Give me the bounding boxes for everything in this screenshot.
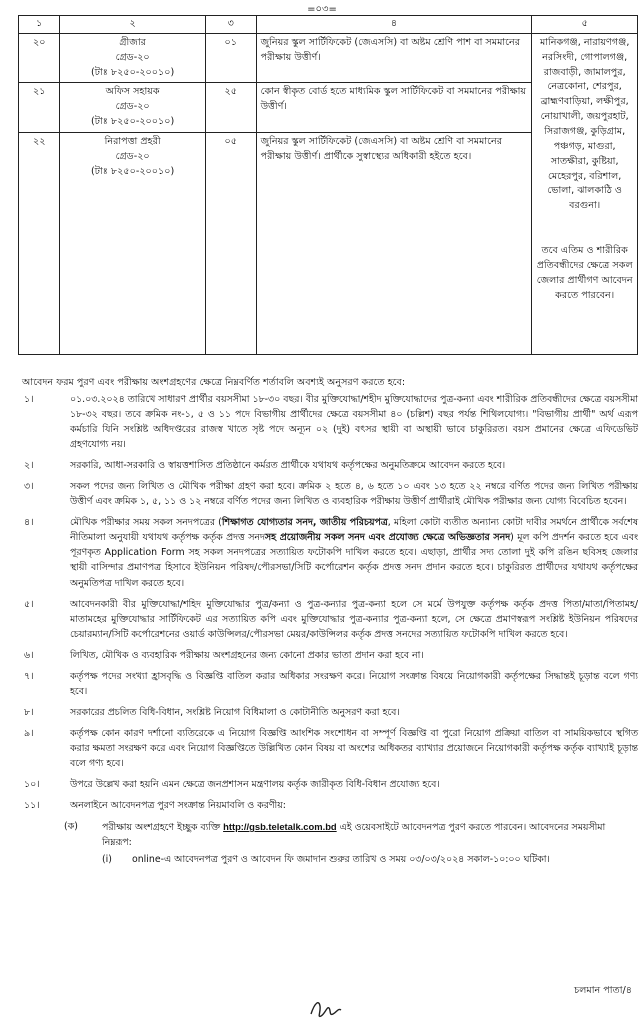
post-name: অফিস সহায়ক	[105, 86, 160, 98]
header-col-1: ১	[19, 16, 60, 34]
term-text: কর্তৃপক্ষ পদের সংখ্যা হ্রাসবৃদ্ধি ও বিজ্ঞপ্তি বাতিল করার অধিকার সংরক্ষণ করে। নিয়োগ সংক্রান্ত বিষয়ে নিয়োগকারী কর্তৃপক্ষের সিদ্ধান্তই চূড়ান্ত বলে গণ্য হবে।	[70, 670, 638, 697]
row-post	[60, 133, 205, 355]
header-col-5: ৫	[532, 16, 638, 34]
page-number: =০৩=	[307, 4, 337, 15]
post-grade: গ্রেড-২০	[115, 101, 150, 113]
term-number: ৯।	[24, 727, 34, 739]
district-list: মানিকগঞ্জ, নারায়ণগঞ্জ, নরসিংদী, গোপালগঞ্জ, রাজবাড়ী, জামালপুর, নেত্রকোনা, শেরপুর, ব্রাহ্মণবাড়িয়া, লক্ষীপুর, নোয়াখালী, জয়পুরহাট, সিরাজগঞ্জ, কুড়িগ্রাম, পঞ্চগড়, মাগুরা, সাতক্ষীরা, কুষ্টিয়া, মেহেরপুর, বরিশাল, ভোলা, ঝালকাঠি ও বরগুনা।	[539, 36, 630, 212]
sub-item-ka	[64, 819, 638, 850]
term-number: ৩।	[24, 481, 34, 493]
term-item	[18, 648, 638, 663]
term-text-part: মৌখিক পরীক্ষার সময় সকল সনদপত্রের (	[70, 517, 222, 529]
term-number: ৭।	[24, 670, 34, 682]
row-count: ০৫	[205, 133, 256, 355]
post-grade: গ্রেড-২০	[115, 51, 150, 63]
post-name: নিরাপত্তা প্রহরী	[104, 136, 161, 148]
term-number: ৬।	[24, 649, 34, 661]
term-text: লিখিত, মৌখিক ও ব্যবহারিক পরীক্ষায় অংশগ্রহনের জন্য কোনো প্রকার ভাতা প্রদান করা হবে না।	[70, 649, 424, 661]
term-text: ০১.০৩.২০২৪ তারিখে সাধারণ প্রার্থীর বয়সসীমা ১৮-৩০ বছর। বীর মুক্তিযোদ্ধা/শহীদ মুক্তিযোদ্ধাদের পুত্র-কন্যা এবং শারীরিক প্রতিবন্ধীদের ক্ষেত্রে বয়সসীমা ১৮-৩২ বছর। তবে ক্রমিক নং-১, ৫ ও ১১ পদে বিভাগীয় প্রার্থীদের ক্ষেত্রে বয়সসীমা ৪০ (চল্লিশ) বছর পর্যন্ত শিথিলযোগ্য। "বিভাগীয় প্রার্থী" অর্থ এরূপ কর্মচারি যিনি সংশ্লিষ্ট অধিদপ্তরের রাজস্ব খাতে সৃষ্ট পদে অন্যূন ০২ (দুই) বৎসর স্থায়ী বা অস্থায়ী ভাবে চাকুরিরত। বয়স প্রমানের ক্ষেত্রে এফিডেভিট গ্রহণযোগ্য নয়।	[70, 394, 638, 451]
row-post	[60, 83, 205, 133]
term-bold-text: শিক্ষাগত যোগ্যতার সনদ, জাতীয় পরিচয়পত্র	[221, 517, 388, 529]
teletalk-link[interactable]: http://gsb.teletalk.com.bd	[223, 821, 337, 833]
term-item	[18, 669, 638, 699]
header-col-4: ৪	[256, 16, 532, 34]
term-item	[18, 726, 638, 771]
term-text-part: ) মূল কপি প্রদর্শন করতে হবে এবং পূরণকৃত Application Form সহ সকল সনদপত্রের সত্যায়িত ফটোকপি দাখিল করতে হবে। এছাড়া, প্রার্থীর সদ্য তোলা দুই কপি রঙিন ছবিসহ জেলার স্থায়ী বাসিন্দার প্রমাণপত্র হিসাবে ইউনিয়ন পরিষদ/পৌরসভা/সিটি কর্পোরেশন কর্তৃক প্রদত্ত সনদ প্রদান করতে হবে। চাকুরিরত প্রার্থীদের যথাযথ কর্তৃপক্ষের অনুমতিপত্র দাখিল করতে হবে।	[70, 532, 639, 589]
term-text	[70, 515, 638, 590]
row-post	[60, 33, 205, 83]
row-qualification: জুনিয়র স্কুল সার্টিফিকেট (জেএসসি) বা অষ্টম শ্রেণি বা সমমানের পরীক্ষায় উত্তীর্ণ। প্রার্থীকে সুস্বাস্থ্যের অধিকারী হইতে হবে।	[256, 133, 532, 355]
row-count: ০১	[205, 33, 256, 83]
term-number: ২।	[24, 460, 34, 472]
orphan-note: তবে এতিম ও শারীরিক প্রতিবন্ধীদের ক্ষেত্রে সকল জেলার প্রার্থীগণ আবেদন করতে পারবেন।	[536, 245, 633, 301]
sub-item-text: online-এ আবেদনপত্র পুরণ ও আবেদন ফি জমাদান শুরুর তারিখ ও সময় ০৩/০৩/২০২৪ সকাল-১০:০০ ঘটিকা।	[132, 854, 550, 866]
term-item	[18, 705, 638, 720]
continued-page-note: চলমান পাতা/৪	[574, 985, 632, 996]
post-grade: গ্রেড-২০	[115, 150, 150, 162]
term-item	[18, 777, 638, 792]
term-number: ১১।	[24, 800, 40, 812]
conditions-intro: আবেদন ফরম পুরণ এবং পরীক্ষায় অংশগ্রহণের ক্ষেত্রে নিম্নবর্ণিত শর্তাবলি অবশ্যই অনুসরণ করতে হবে:	[22, 377, 406, 388]
header-col-2: ২	[60, 16, 205, 34]
table-header-row	[19, 16, 638, 34]
row-qualification: জুনিয়র স্কুল সার্টিফিকেট (জেএসসি) বা অষ্টম শ্রেণি পাশ বা সমমানের পরীক্ষায় উত্তীর্ণ।	[256, 33, 532, 83]
term-number: ৪।	[24, 517, 34, 529]
terms-list	[18, 392, 638, 867]
signature	[305, 996, 345, 1022]
term-text: সকল পদের জন্য লিখিত ও মৌখিক পরীক্ষা গ্রহণ করা হবে। ক্রমিক ২ হতে ৪, ৬ হতে ১০ এবং ১৩ হতে ২২ নম্বরে বর্ণিত পদের জন্য লিখিত পরীক্ষায় উত্তীর্ণ এবং ক্রমিক ১, ৫, ১১ ও ১২ নম্বরে বর্ণিত পদের জন্য লিখিত ও ব্যবহারিক পরীক্ষায় উত্তীর্ণ প্রার্থীরাই মৌখিক পরীক্ষার জন্য যোগ্য বিবেচিত হবেন।	[70, 481, 638, 508]
posts-table	[18, 15, 638, 355]
term-text: উপরে উল্লেখ করা হয়নি এমন ক্ষেত্রে জনপ্রশাসন মন্ত্রণালয় কর্তৃক জারীকৃত বিধি-বিধান প্রযোজ্য হবে।	[70, 779, 440, 791]
term-number: ৮।	[24, 706, 34, 718]
term-item	[18, 798, 638, 813]
post-scale: (টাঃ ৮২৫০-২০০১০)	[91, 116, 175, 128]
term-item	[18, 515, 638, 590]
table-row	[19, 33, 638, 83]
term-number: ৫।	[24, 598, 34, 610]
sub-item-text	[102, 819, 638, 850]
row-serial: ২১	[19, 83, 60, 133]
term-text: সরকারের প্রচলিত বিধি-বিধান, সংশ্লিষ্ট নিয়োগ বিধিমালা ও কোটানীতি অনুসরণ করা হবে।	[70, 706, 400, 718]
sub-text-part: এই ওয়েবসাইটে আবেদনপত্র পুরণ করতে পারবেন। আবেদনের সময়সীমা নিম্নরূপ:	[102, 822, 606, 849]
term-item	[18, 597, 638, 642]
post-scale: (টাঃ ৮২৫০-২০০১০)	[91, 66, 175, 78]
post-scale: (টাঃ ৮২৫০-২০০১০)	[91, 165, 175, 177]
sub-item-label: (ক)	[64, 821, 78, 833]
term-item	[18, 458, 638, 473]
term-item	[18, 392, 638, 452]
row-serial: ২০	[19, 33, 60, 83]
term-bold-text: সহ প্রয়োজনীয় সকল সনদ এবং প্রযোজ্য ক্ষেত্রে অভিজ্ঞতার সনদ	[264, 532, 511, 544]
header-col-3: ৩	[205, 16, 256, 34]
term-text-part: , মহিলা কোটা ব্যতীত অন্যান্য কোটা দাবীর সমর্থনে প্রার্থীকে সর্বশেষ নীতিমালা অনুযায়ী যথাযথ কর্তৃপক্ষ কর্তৃক প্রদত্ত সনদ	[70, 517, 638, 544]
term-text: অনলাইনে আবেদনপত্র পুরণ সংক্রান্ত নিয়মাবলি ও করণীয়:	[70, 800, 286, 812]
term-item	[18, 479, 638, 509]
sub-text-part: পরীক্ষায় অংশগ্রহণে ইচ্ছুক ব্যক্তি	[102, 822, 224, 834]
term-text: সরকারি, আধা-সরকারি ও স্বায়ত্তশাসিত প্রতিষ্ঠানে কর্মরত প্রার্থীকে যথাযথ কর্তৃপক্ষের অনুমতিক্রমে আবেদন করতে হবে।	[70, 460, 506, 472]
term-text: আবেদনকারী বীর মুক্তিযোদ্ধা/শহিদ মুক্তিযোদ্ধার পুত্র/কন্যা ও পুত্র-কন্যার পুত্র-কন্যা হলে সে মর্মে উপযুক্ত কর্তৃপক্ষ কর্তৃক প্রদত্ত পিতা/মাতা/পিতামহ/মাতামহের মুক্তিযোদ্ধার সার্টিফিকেট এর সত্যায়িত কপি এবং মুক্তিযোদ্ধার পুত্র-কন্যার পুত্র-কন্যা হলে, সে ক্ষেত্রে প্রমাণস্বরূপ সংশ্লিষ্ট ইউনিয়ন পরিষদের চেয়ারম্যান/সিটি কর্পোরেশনের ওয়ার্ড কাউন্সিলর/পৌরসভা মেয়র/কাউন্সিলর কর্তৃক প্রদত্ত সনদের সত্যায়িত ফটোকপি দাখিল করতে হবে।	[70, 598, 638, 640]
term-number: ১০।	[24, 779, 40, 791]
term-text: কর্তৃপক্ষ কোন কারণ দর্শানো ব্যতিরেকে এ নিয়োগ বিজ্ঞপ্তি আংশিক সংশোধন বা সম্পূর্ণ বিজ্ঞপ্তি বা পুরো নিয়োগ প্রক্রিয়া বাতিল বা সাময়িকভাবে স্থগিত করার ক্ষমতা সংরক্ষণ করে এবং নিয়োগ বিজ্ঞপ্তিতে উল্লিখিত কোন বিষয় বা অংশের অধিকতর ব্যাখ্যার প্রয়োজনে নিয়োগকারী কর্তৃপক্ষ কর্তৃক ব্যাখ্যাই চূড়ান্ত বলে গণ্য হবে।	[70, 727, 638, 769]
post-name: গ্রীজার	[119, 36, 146, 48]
row-serial: ২২	[19, 133, 60, 355]
sub-item-label: (i)	[102, 854, 112, 866]
district-cell	[532, 33, 638, 354]
sub-item-i	[102, 852, 638, 867]
row-count: ২৫	[205, 83, 256, 133]
row-qualification: কোন স্বীকৃত বোর্ড হতে মাধ্যমিক স্কুল সার্টিফিকেট বা সমমানের পরীক্ষায় উত্তীর্ণ।	[256, 83, 532, 133]
term-number: ১।	[24, 394, 34, 405]
